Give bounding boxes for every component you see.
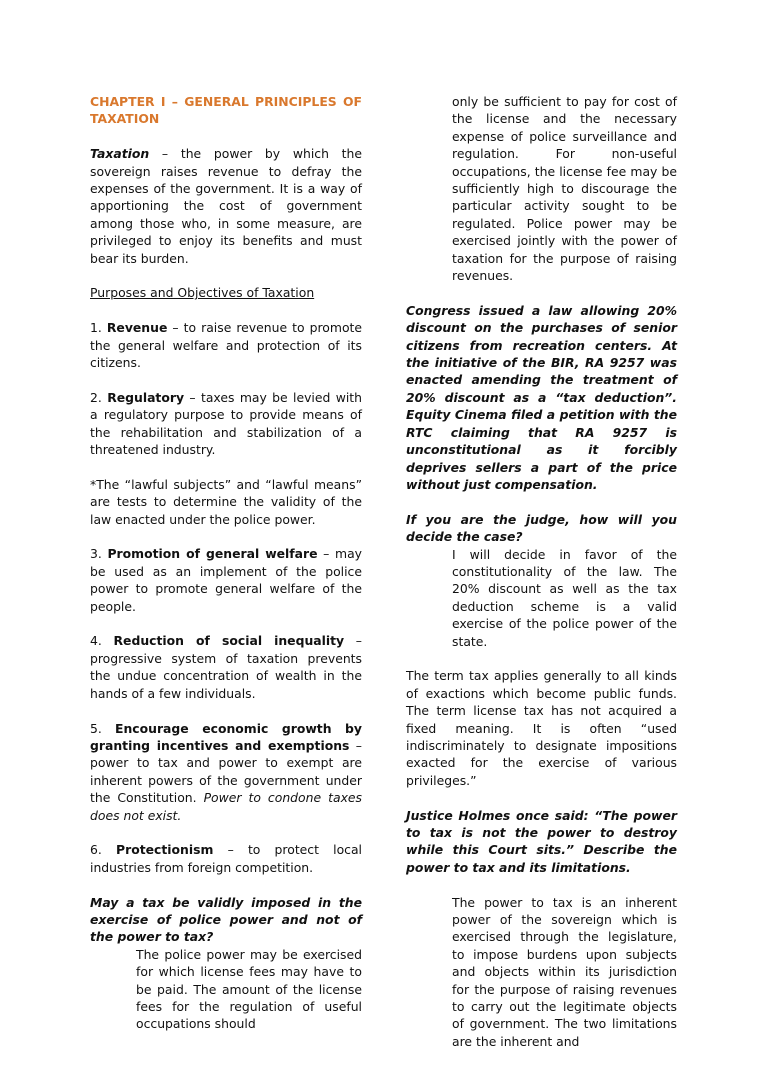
answer-police-power-part2: only be sufficient to pay for cost of the license and the necessary expense of police surveillance and regulation. For non-useful occupations, the license fee may be sufficiently high to discourage the particular activity sought to be regulated. Police power may be exercised jointly with the power of taxation for the purpose of raising revenues.	[452, 94, 677, 284]
police-power-note: *The “lawful subjects” and “lawful means” are tests to determine the validity of the law enacted under the police power.	[90, 476, 362, 527]
left-column	[90, 93, 362, 1050]
question-judge-decision: If you are the judge, how will you decide the case?	[406, 511, 677, 545]
tax-term-paragraph: The term tax applies generally to all kinds of exactions which become public funds. The term license tax has not acquired a fixed meaning. It is often “used indiscriminately to designate impositions exacted for the exercise of various privileges.”	[406, 668, 677, 788]
purpose-item-protectionism: 6. Protectionism – to protect local industries from foreign competition.	[90, 842, 363, 875]
taxation-term: Taxation	[90, 146, 150, 162]
chapter-title: CHAPTER I – GENERAL PRINCIPLES OF TAXATION	[90, 94, 362, 127]
taxation-definition: Taxation – the power by which the sovereign raises revenue to defray the expenses of the government. It is a way of apportioning the cost of government among those who, in some measure, are privileged to enjoy its benefits and must bear its burden.	[90, 146, 362, 266]
question-police-power: May a tax be validly imposed in the exercise of police power and not of the power to tax?	[90, 894, 362, 945]
question-holmes-power-to-tax: Justice Holmes once said: “The power to tax is not the power to destroy while this Court sits.” Describe the power to tax and its limitations.	[406, 807, 677, 875]
right-column	[406, 93, 677, 1068]
purpose-item-economic-growth: 5. Encourage economic growth by granting incentives and exemptions – power to tax and power to exempt are inherent powers of the government under the Constitution. Power to condone taxes does not exist.	[90, 720, 363, 823]
purpose-item-revenue: 1. Revenue – to raise revenue to promote the general welfare and protection of its citizens.	[90, 320, 363, 371]
answer-police-power-part1: The police power may be exercised for which license fees may have to be paid. The amount of the license fees for the regulation of useful occupations should	[136, 946, 362, 1032]
case-facts-senior-discount: Congress issued a law allowing 20% discount on the purchases of senior citizens from recreation centers. At the initiative of the BIR, RA 9257 was enacted amending the treatment of 20% discount as a “tax deduction”. Equity Cinema filed a petition with the RTC claiming that RA 9257 is unconstitutional as it forcibly deprives sellers a part of the price without just compensation.	[406, 302, 677, 492]
answer-judge-decision: I will decide in favor of the constitutionality of the law. The 20% discount as well as the tax deduction scheme is a valid exercise of the police power of the state.	[452, 546, 677, 649]
purpose-item-regulatory: 2. Regulatory – taxes may be levied with a regulatory purpose to provide means of the rehabilitation and stabilization of a threatened industry.	[90, 389, 362, 458]
purpose-item-general-welfare: 3. Promotion of general welfare – may be used as an implement of the police power to promote general welfare of the people.	[90, 546, 362, 614]
purpose-item-social-inequality: 4. Reduction of social inequality – progressive system of taxation prevents the undue concentration of wealth in the hands of a few individuals.	[90, 633, 363, 701]
answer-power-to-tax: The power to tax is an inherent power of the sovereign which is exercised through the legislature, to impose burdens upon subjects and objects within its jurisdiction for the purpose of raising revenues to carry out the legitimate objects of government. The two limitations are the inherent and	[452, 894, 677, 1049]
purposes-heading: Purposes and Objectives of Taxation	[90, 285, 315, 301]
